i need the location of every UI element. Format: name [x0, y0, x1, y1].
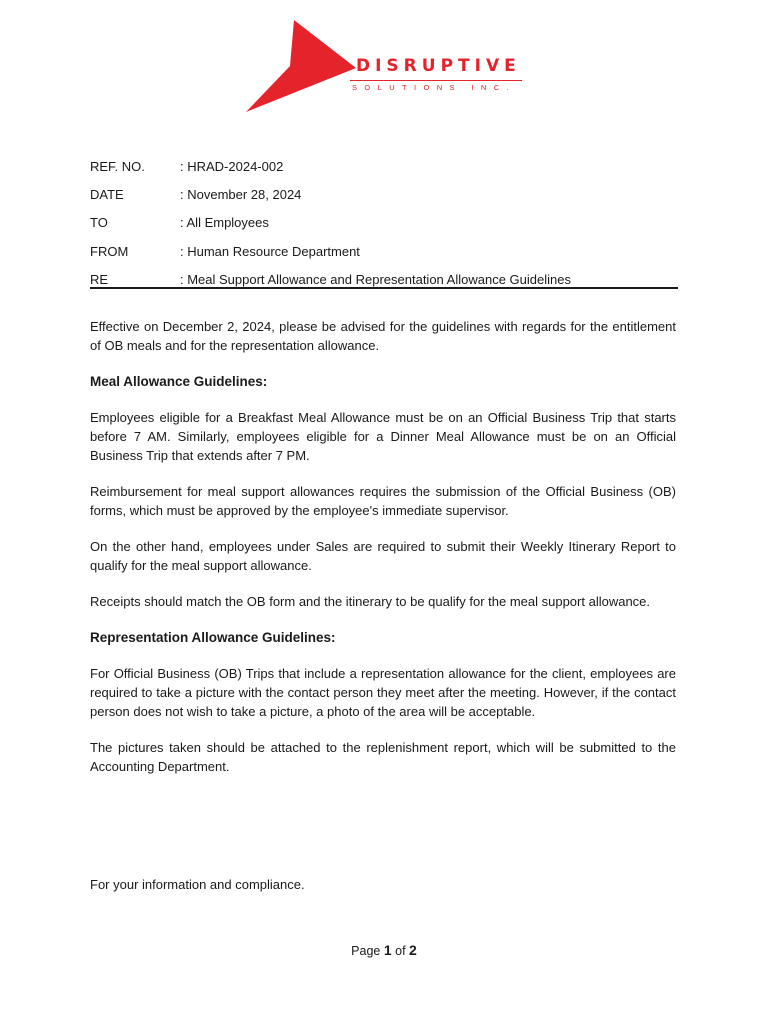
- rep-paragraph: For Official Business (OB) Trips that include a representation allowance for the client, employees are required to take a picture with the contact person they meet after the meeting. However, if the contact person does not wish to take a picture, a photo of the area will be acceptable.: [90, 666, 676, 719]
- memo-label: DATE: [90, 186, 124, 202]
- brand-name: DISRUPTIVE: [356, 56, 521, 76]
- memo-divider: [90, 287, 678, 289]
- memo-label: REF. NO.: [90, 158, 145, 174]
- intro-paragraph: Effective on December 2, 2024, please be advised for the guidelines with regards for the entitlement of OB meals and for the representation allowance.: [90, 319, 676, 353]
- memo-body: [90, 317, 676, 793]
- memo-value: : Meal Support Allowance and Representation Allowance Guidelines: [180, 271, 571, 287]
- brand-subtitle: SOLUTIONS INC.: [352, 83, 517, 92]
- page-footer: [0, 942, 768, 958]
- memo-label: TO: [90, 215, 108, 231]
- memo-value: : HRAD-2024-002: [180, 158, 284, 174]
- memo-header: [90, 152, 678, 293]
- memo-value: : Human Resource Department: [180, 243, 360, 259]
- current-page: 1: [383, 942, 392, 958]
- closing-line: For your information and compliance.: [90, 877, 305, 892]
- meal-paragraph: Employees eligible for a Breakfast Meal Allowance must be on an Official Business Trip that starts before 7 AM. Similarly, employees eligible for a Dinner Meal Allowance must be on an Official Business Trip that extends after 7 PM.: [90, 410, 676, 463]
- memo-row-ref: [90, 152, 678, 180]
- rep-paragraph: The pictures taken should be attached to the replenishment report, which will be submitted to the Accounting Department.: [90, 740, 676, 774]
- meal-paragraph: Reimbursement for meal support allowances requires the submission of the Official Business (OB) forms, which must be approved by the employee's immediate supervisor.: [90, 484, 676, 518]
- page-word: Page: [351, 944, 381, 958]
- meal-paragraph: Receipts should match the OB form and the itinerary to be qualify for the meal support allowance.: [90, 594, 651, 609]
- memo-row-from: [90, 237, 678, 265]
- meal-heading: Meal Allowance Guidelines:: [90, 374, 268, 389]
- brand-underline: [350, 80, 522, 81]
- rep-heading: Representation Allowance Guidelines:: [90, 630, 336, 645]
- memo-label: FROM: [90, 243, 129, 259]
- company-logo: [246, 20, 526, 112]
- memo-row-to: [90, 209, 678, 237]
- memo-label: RE: [90, 271, 109, 287]
- meal-paragraph: On the other hand, employees under Sales are required to submit their Weekly Itinerary Report to qualify for the meal support allowance.: [90, 539, 676, 573]
- of-word: of: [395, 944, 406, 958]
- memo-value: : November 28, 2024: [180, 186, 302, 202]
- memo-row-re: [90, 265, 678, 293]
- memo-row-date: [90, 180, 678, 208]
- logo-arrow-icon: [246, 20, 356, 112]
- memo-value: : All Employees: [180, 215, 269, 231]
- total-pages: 2: [409, 942, 417, 958]
